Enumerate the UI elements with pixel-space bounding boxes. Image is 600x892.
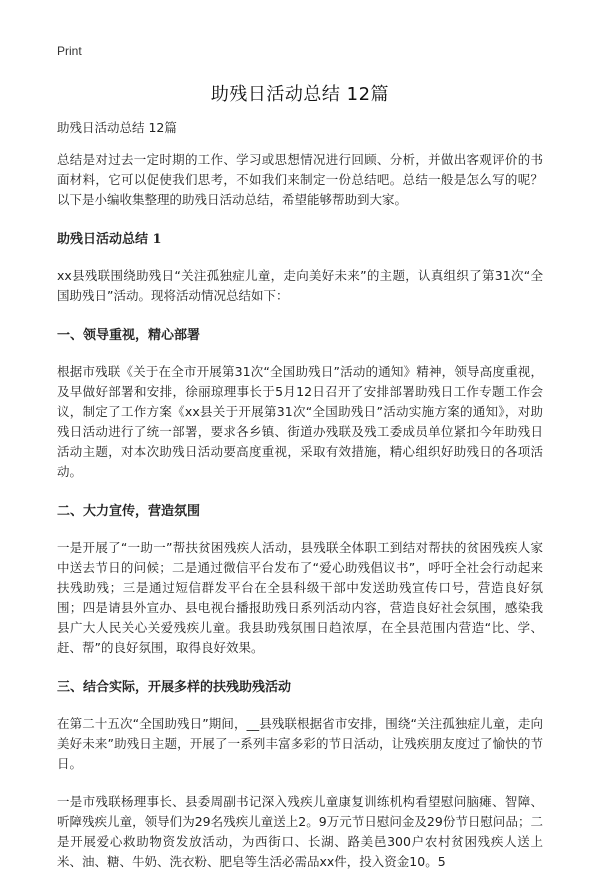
paragraph-2: 根据市残联《关于在全市开展第31次“全国助残日”活动的通知》精神，领导高度重视，及早做好部署和安排，徐丽琼理事长于5月12日召开了安排部署助残日工作专题工作会议，制定了工作方案《xx县关于开展第31次“全国助残日”活动实施方案的通知》，对助残日活动进行了统一部署，要求各乡镇、街道办残联及残工委成员单位紧扣今年助残日活动主题，对本次助残日活动要高度重视，采取有效措施，精心组织好助残日的各项活动。 [57, 364, 543, 479]
document-title: 助残日活动总结 12篇 [210, 84, 390, 105]
section-title: 助残日活动总结 1 [57, 232, 162, 247]
article-body [57, 118, 543, 892]
paragraph-3: 一是开展了“一助一”帮扶贫困残疾人活动，县残联全体职工到结对帮扶的贫困残疾人家中送去节日的问候；二是通过微信平台发布了“爱心助残倡议书”，呼吁全社会行动起来扶残助残；三是通过短信群发平台在全县科级干部中发送助残宣传口号，营造良好氛围；四是请县外宣办、县电视台播报助残日系列活动内容，营造良好社会氛围，感染我县广大人民关心关爱残疾儿童。我县助残氛围日趋浓厚，在全县范围内营造“比、学、赶、帮”的良好氛围，取得良好效果。 [57, 540, 543, 655]
paragraph-5: 一是市残联杨理事长、县委周副书记深入残疾儿童康复训练机构看望慰问脑瘫、智障、听障残疾儿童，领导们为29名残疾儿童送上2。9万元节日慰问金及29份节日慰问品；二是开展爱心救助物资发放活动，为西街口、长湖、路美邑300户农村贫困残疾人送上米、油、糖、牛奶、洗衣粉、肥皂等生活必需品xx件，投入资金10。5 [57, 794, 543, 869]
intro-paragraph: 总结是对过去一定时期的工作、学习或思想情况进行回顾、分析，并做出客观评价的书面材料，它可以促使我们思考，不如我们来制定一份总结吧。总结一般是怎么写的呢？以下是小编收集整理的助残日活动总结，希望能够帮助到大家。 [57, 152, 543, 207]
paragraph-1: xx县残联围绕助残日“关注孤独症儿童，走向美好未来”的主题，认真组织了第31次“全国助残日”活动。现将活动情况总结如下： [57, 268, 543, 303]
article-subtitle: 助残日活动总结 12篇 [57, 120, 177, 135]
heading-2: 二、大力宣传，营造氛围 [57, 504, 201, 519]
heading-3: 三、结合实际，开展多样的扶残助残活动 [57, 680, 292, 695]
print-link[interactable]: Print [57, 44, 82, 58]
paragraph-4: 在第二十五次“全国助残日”期间，__县残联根据省市安排，围绕“关注孤独症儿童，走向美好未来”助残日主题，开展了一系列丰富多彩的节日活动，让残疾朋友度过了愉快的节日。 [57, 716, 543, 771]
heading-1: 一、领导重视，精心部署 [57, 328, 201, 343]
